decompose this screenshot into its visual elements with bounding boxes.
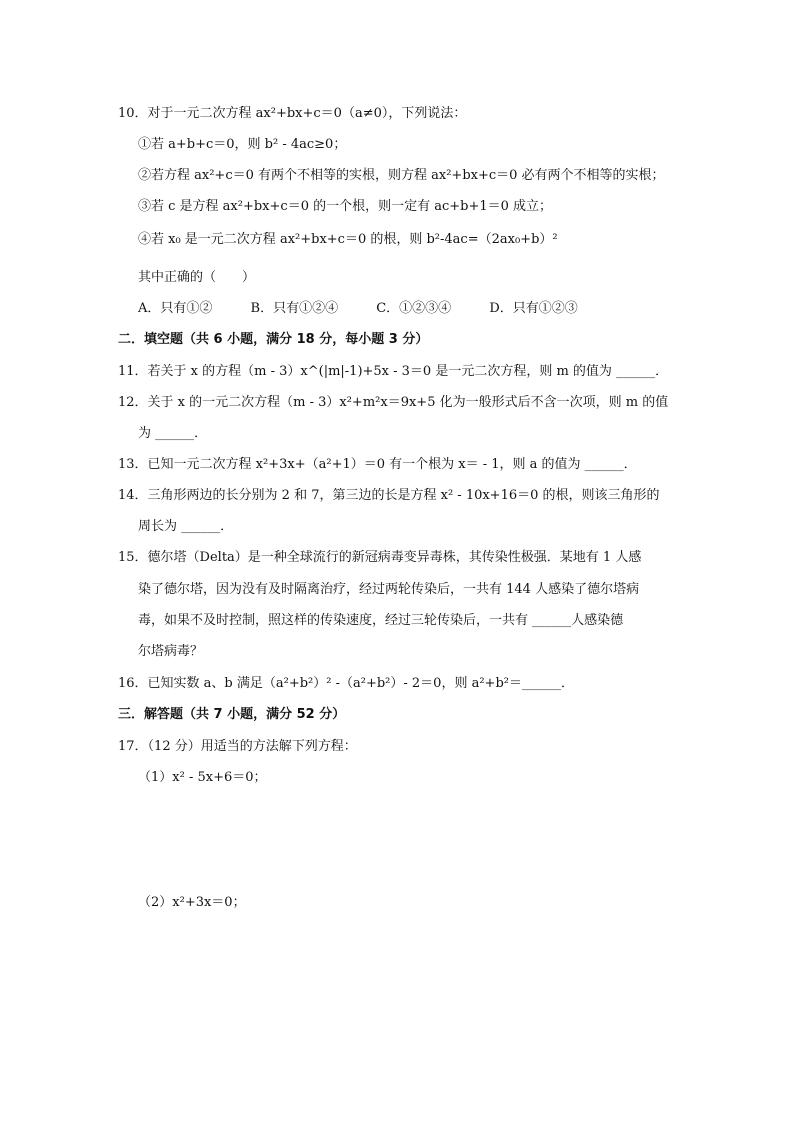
question-17-part-2: （2）x²+3x＝0； [138,895,246,910]
section-2-title: 二．填空题（共 6 小题，满分 18 分，每小题 3 分） [118,332,429,347]
option-b[interactable]: B．只有①②④ [250,301,339,316]
question-17-stem: 17．（12 分）用适当的方法解下列方程： [118,739,357,754]
question-13: 13．已知一元二次方程 x²+3x+（a²+1）＝0 有一个根为 x＝ - 1，则 a 的值为 ______． [118,457,637,472]
question-10-stem: 10．对于一元二次方程 ax²+bx+c＝0（a≠0），下列说法： [118,106,467,121]
question-15-line-3: 毒，如果不及时控制，照这样的传染速度，经过三轮传染后，一共有 ______人感染德 [138,613,624,628]
question-10-options [138,299,612,319]
question-16: 16．已知实数 a、b 满足（a²+b²）² -（a²+b²）- 2＝0，则 a²+b²＝______． [118,676,574,691]
question-12-line-2: 为 ______． [138,426,208,441]
question-10-statement-1: ①若 a+b+c＝0，则 b² - 4ac≥0； [138,137,347,152]
question-10-statement-4: ④若 x₀ 是一元二次方程 ax²+bx+c＝0 的根，则 b²-4ac=（2ax₀+b）² [138,232,558,247]
option-c[interactable]: C．①②③④ [376,301,452,316]
question-12-line-1: 12．关于 x 的一元二次方程（m - 3）x²+m²x＝9x+5 化为一般形式后不含一次项，则 m 的值 [118,395,669,410]
question-10-prompt: 其中正确的（ ） [138,270,256,285]
question-10-statement-2: ②若方程 ax²+c＝0 有两个不相等的实根，则方程 ax²+bx+c＝0 必有两个不相等的实根； [138,168,665,183]
question-10-statement-3: ③若 c 是方程 ax²+bx+c＝0 的一个根，则一定有 ac+b+1＝0 成立； [138,199,553,214]
question-15-line-2: 染了德尔塔，因为没有及时隔离治疗，经过两轮传染后，一共有 144 人感染了德尔塔病 [138,582,640,597]
option-a[interactable]: A．只有①② [138,301,213,316]
question-14-line-2: 周长为 ______． [138,519,234,534]
option-d[interactable]: D．只有①②③ [489,301,578,316]
question-17-part-1: （1）x² - 5x+6＝0； [138,770,267,785]
question-14-line-1: 14．三角形两边的长分别为 2 和 7，第三边的长是方程 x² - 10x+16＝0 的根，则该三角形的 [118,488,660,503]
question-15-line-4: 尔塔病毒？ [138,644,204,659]
question-15-line-1: 15．德尔塔（Delta）是一种全球流行的新冠病毒变异毒株，其传染性极强．某地有 1 人感 [118,550,642,565]
question-11: 11．若关于 x 的方程（m - 3）x^(|m|-1)+5x - 3＝0 是一元二次方程，则 m 的值为 ______． [118,364,669,379]
section-3-title: 三．解答题（共 7 小题，满分 52 分） [118,707,346,722]
